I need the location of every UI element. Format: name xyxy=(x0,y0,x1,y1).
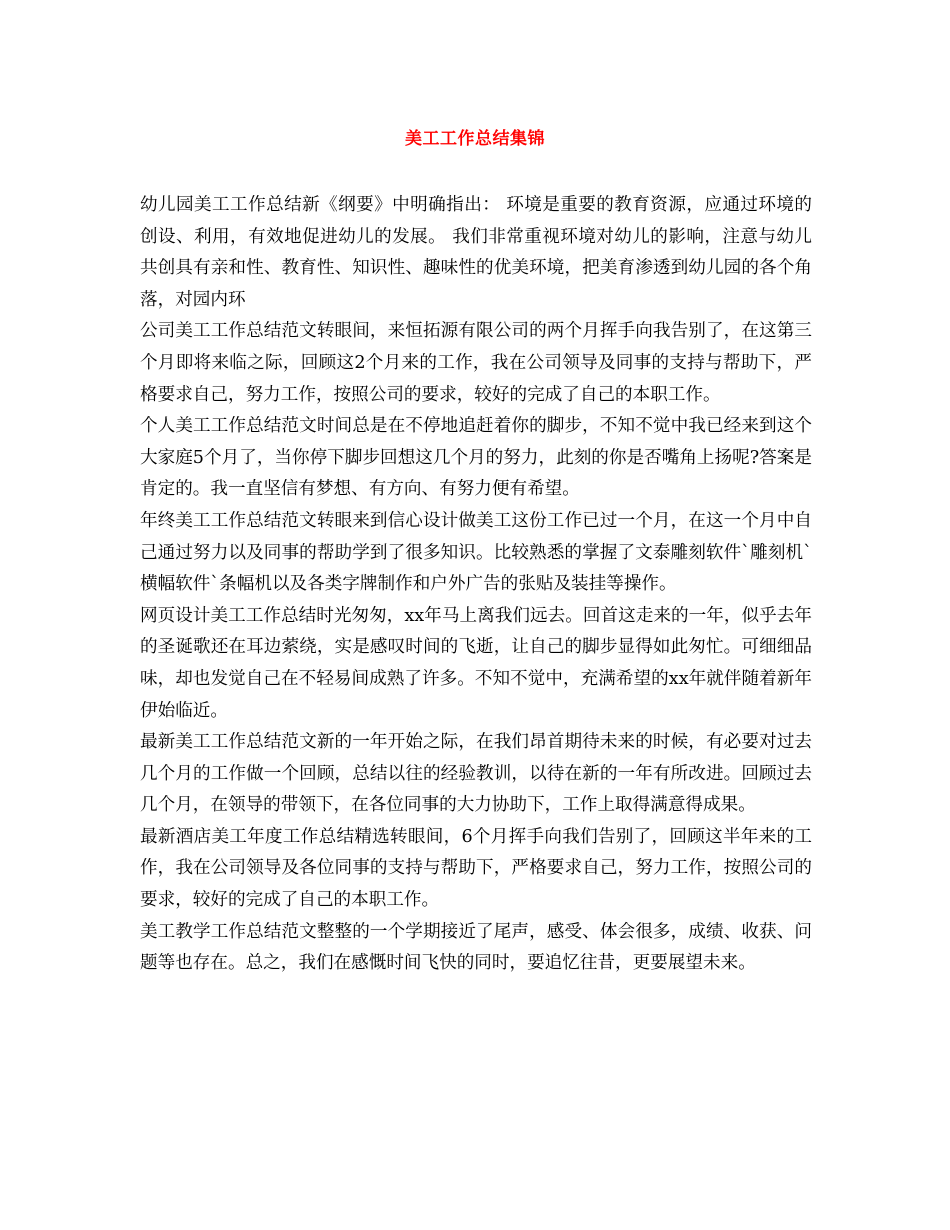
paragraph-web-design-art-summary: 网页设计美工工作总结时光匆匆，xx年马上离我们远去。回首这走来的一年，似乎去年的圣诞歌还在耳边萦绕，实是感叹时间的飞逝，让自己的脚步显得如此匆忙。可细细品味，却也发觉自己在不轻易间成熟了许多。不知不觉中，充满希望的xx年就伴随着新年伊始临近。 xyxy=(140,605,812,721)
paragraph-year-end-art-summary: 年终美工工作总结范文转眼来到信心设计做美工这份工作已过一个月，在这一个月中自己通过努力以及同事的帮助学到了很多知识。比较熟悉的掌握了文泰雕刻软件`雕刻机`横幅软件`条幅机以及各类字牌制作和户外广告的张贴及装挂等操作。 xyxy=(140,510,812,595)
paragraph-hotel-art-summary: 最新酒店美工年度工作总结精选转眼间，6个月挥手向我们告别了，回顾这半年来的工作，我在公司领导及各位同事的支持与帮助下，严格要求自己，努力工作，按照公司的要求，较好的完成了自己的本职工作。 xyxy=(140,826,812,911)
paragraph-kindergarten-art-summary: 幼儿园美工工作总结新《纲要》中明确指出： 环境是重要的教育资源，应通过环境的创设、利用，有效地促进幼儿的发展。 我们非常重视环境对幼儿的影响，注意与幼儿共创具有亲和性、教育性、知识性、趣味性的优美环境，把美育渗透到幼儿园的各个角落，对园内环 xyxy=(140,195,812,310)
paragraph-latest-art-summary: 最新美工工作总结范文新的一年开始之际，在我们昂首期待未来的时候，有必要对过去几个月的工作做一个回顾，总结以往的经验教训，以待在新的一年有所改进。回顾过去几个月，在领导的带领下，在各位同事的大力协助下，工作上取得满意得成果。 xyxy=(140,732,812,816)
paragraph-personal-art-summary: 个人美工工作总结范文时间总是在不停地追赶着你的脚步，不知不觉中我已经来到这个大家庭5个月了，当你停下脚步回想这几个月的努力，此刻的你是否嘴角上扬呢?答案是肯定的。我一直坚信有梦想、有方向、有努力便有希望。 xyxy=(140,416,812,500)
paragraph-company-art-summary: 公司美工工作总结范文转眼间，来恒拓源有限公司的两个月挥手向我告别了，在这第三个月即将来临之际，回顾这2个月来的工作，我在公司领导及同事的支持与帮助下，严格要求自己，努力工作，按照公司的要求，较好的完成了自己的本职工作。 xyxy=(140,321,812,405)
document-title: 美工工作总结集锦 xyxy=(405,129,545,149)
paragraph-art-teaching-summary: 美工教学工作总结范文整整的一个学期接近了尾声，感受、体会很多，成绩、收获、问题等也存在。总之，我们在感慨时间飞快的同时，要追忆往昔，更要展望未来。 xyxy=(140,921,812,974)
document-body xyxy=(140,190,812,980)
